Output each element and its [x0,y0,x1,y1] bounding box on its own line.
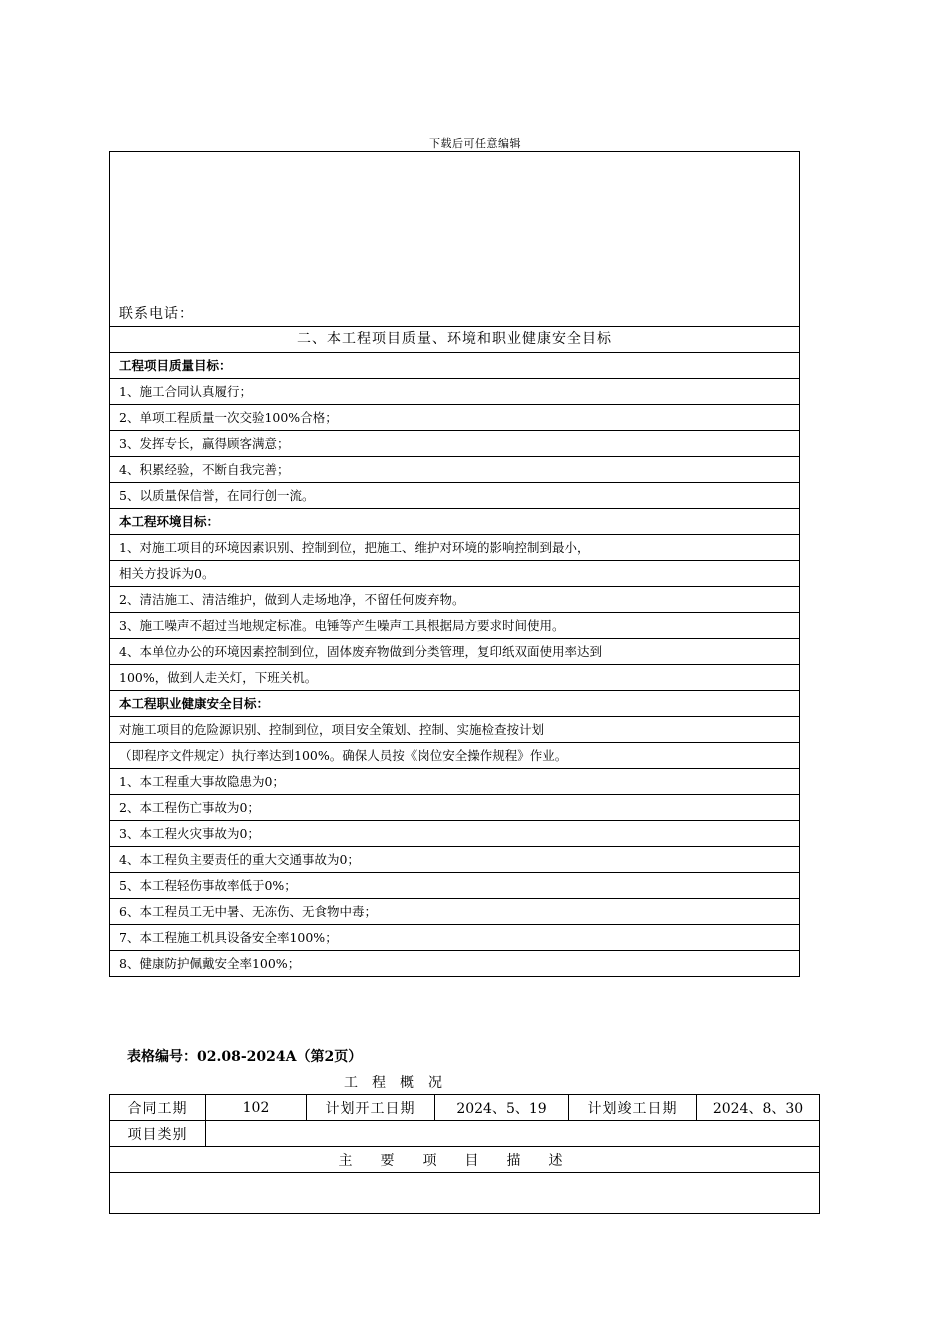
project-type-label: 项目类别 [110,1121,206,1147]
objective-row: 对施工项目的危险源识别、控制到位，项目安全策划、控制、实施检查按计划 [110,716,799,742]
objective-row: 8、健康防护佩戴安全率100%； [110,950,799,976]
plan-end-label: 计划竣工日期 [569,1095,697,1121]
contract-period-label: 合同工期 [110,1095,206,1121]
overview-title: 工程概况 [344,1075,456,1091]
objective-row: 3、施工噪声不超过当地规定标准。电锤等产生噪声工具根据局方要求时间使用。 [110,612,799,638]
project-overview-table [109,1094,820,1214]
objective-row: 1、本工程重大事故隐患为0； [110,768,799,794]
objective-heading: 工程项目质量目标： [110,352,799,378]
contract-period-value: 102 [206,1095,307,1121]
objective-row: （即程序文件规定）执行率达到100%。确保人员按《岗位安全操作规程》作业。 [110,742,799,768]
objective-row: 4、积累经验，不断自我完善； [110,456,799,482]
table-row [110,1147,820,1173]
objective-row: 2、本工程伤亡事故为0； [110,794,799,820]
table-row [110,1095,820,1121]
blank-area [110,152,799,302]
objective-row: 7、本工程施工机具设备安全率100%； [110,924,799,950]
objective-row: 3、本工程火灾事故为0； [110,820,799,846]
form-number: 表格编号：02.08-2024A（第2页） [127,1049,363,1065]
table-row [110,1121,820,1147]
objective-heading: 本工程环境目标： [110,508,799,534]
objective-row: 2、清洁施工、清洁维护，做到人走场地净，不留任何废弃物。 [110,586,799,612]
main-description-label: 主要项目描述 [110,1147,820,1173]
objective-row: 100%，做到人走关灯，下班关机。 [110,664,799,690]
objective-row: 2、单项工程质量一次交验100%合格； [110,404,799,430]
objective-row: 4、本单位办公的环境因素控制到位，固体废弃物做到分类管理，复印纸双面使用率达到 [110,638,799,664]
section-title: 二、本工程项目质量、环境和职业健康安全目标 [110,326,799,352]
header-note: 下载后可任意编辑 [429,137,521,150]
objective-heading: 本工程职业健康安全目标： [110,690,799,716]
objective-row: 相关方投诉为0。 [110,560,799,586]
objective-row: 5、以质量保信誉，在同行创一流。 [110,482,799,508]
objectives-box [109,151,800,977]
plan-end-value: 2024、8、30 [697,1095,820,1121]
main-description-value [110,1173,820,1214]
project-type-value [206,1121,820,1147]
table-row [110,1173,820,1214]
contact-phone-label: 联系电话： [119,306,194,322]
plan-start-label: 计划开工日期 [307,1095,435,1121]
plan-start-value: 2024、5、19 [435,1095,569,1121]
objective-row: 6、本工程员工无中暑、无冻伤、无食物中毒； [110,898,799,924]
objective-row: 3、发挥专长，赢得顾客满意； [110,430,799,456]
objective-row: 1、对施工项目的环境因素识别、控制到位，把施工、维护对环境的影响控制到最小， [110,534,799,560]
objective-rows [110,352,799,976]
objective-row: 1、施工合同认真履行； [110,378,799,404]
objective-row: 5、本工程轻伤事故率低于0%； [110,872,799,898]
objective-row: 4、本工程负主要责任的重大交通事故为0； [110,846,799,872]
